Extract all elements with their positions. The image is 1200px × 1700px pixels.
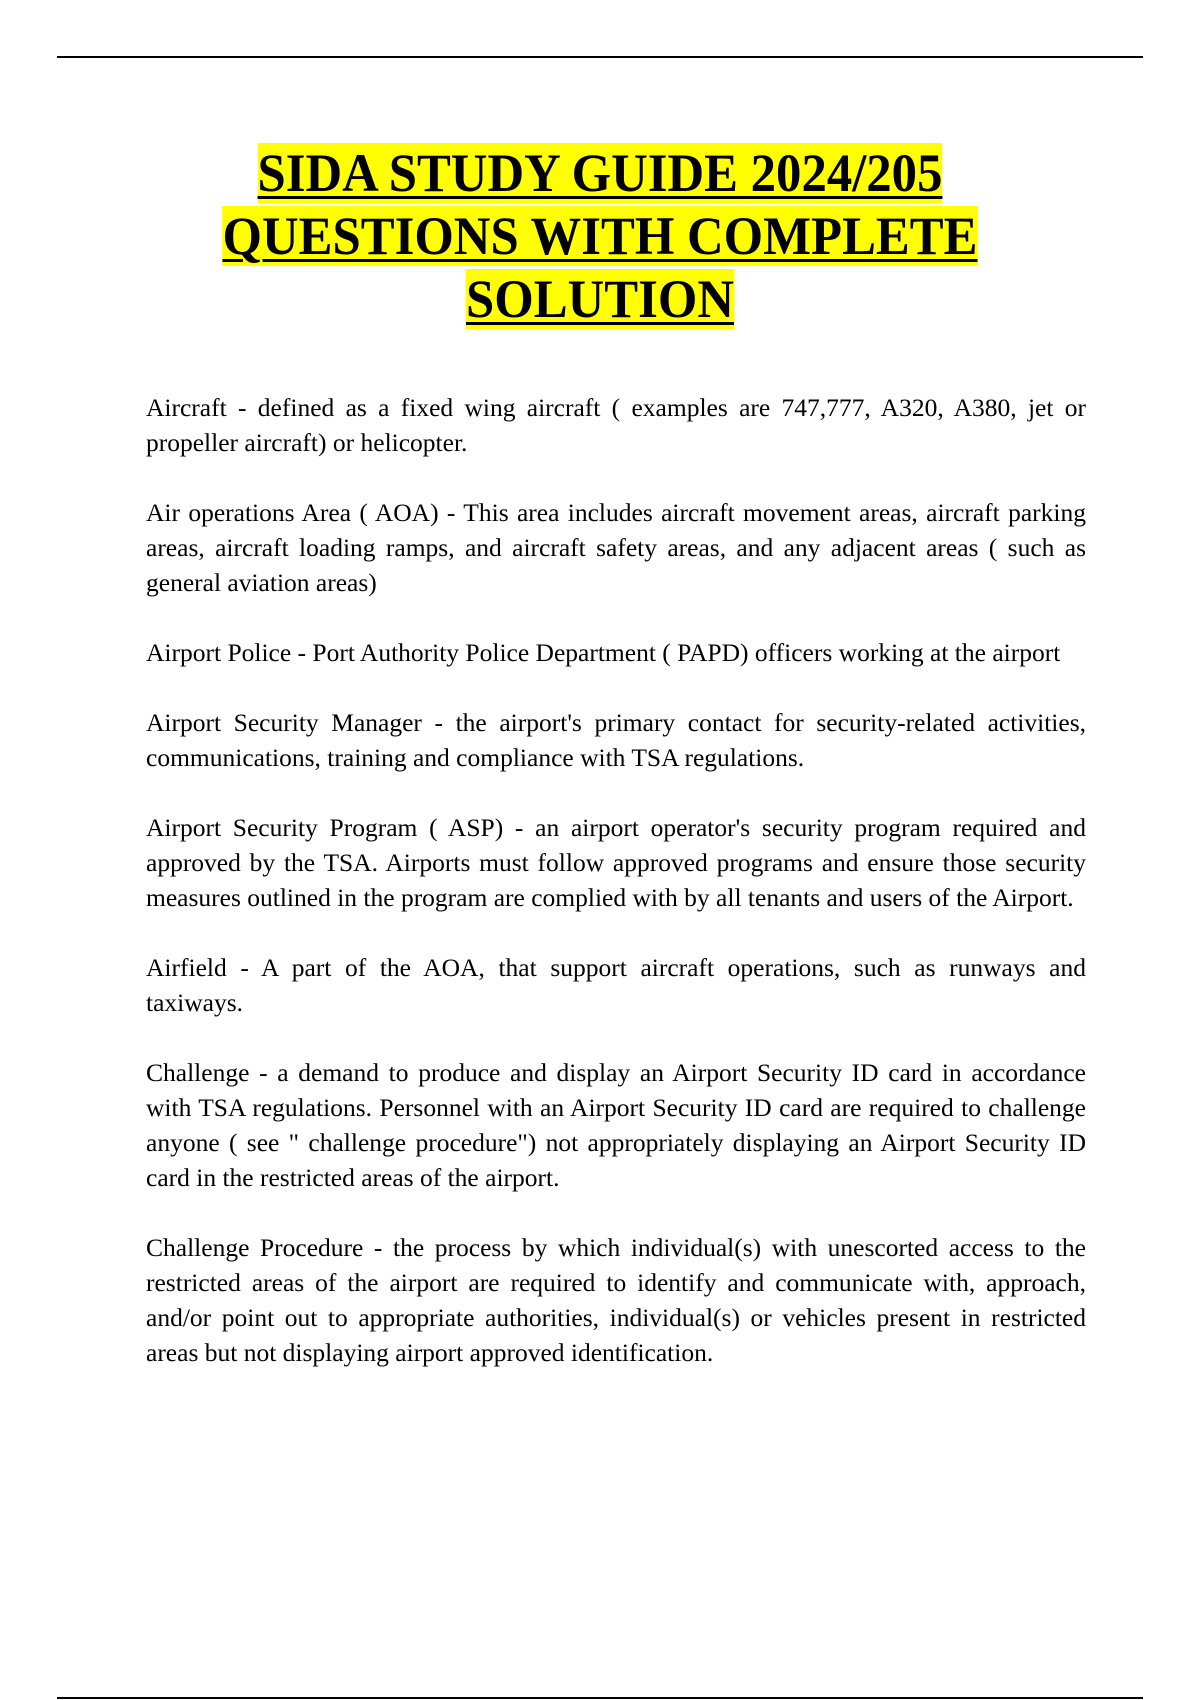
entry-challenge: Challenge - a demand to produce and display an Airport Security ID card in accordance with TSA regulations. Personnel with an Airport Security ID card are required to challenge anyone ( see " challenge procedure") not appropriately displaying an Airport Security ID card in the restricted areas of the airport. bbox=[146, 1058, 1086, 1192]
top-rule bbox=[57, 56, 1143, 58]
title-line-1: SIDA STUDY GUIDE 2024/205 bbox=[257, 143, 943, 203]
title-line-3: SOLUTION bbox=[466, 269, 734, 329]
entry-air-operations-area: Air operations Area ( AOA) - This area includes aircraft movement areas, aircraft parking areas, aircraft loading ramps, and aircraft safety areas, and any adjacent areas ( such as general aviation areas) bbox=[146, 498, 1086, 597]
entry-airport-security-manager: Airport Security Manager - the airport's primary contact for security-related activities, communications, training and compliance with TSA regulations. bbox=[146, 708, 1086, 772]
entry-challenge-procedure: Challenge Procedure - the process by which individual(s) with unescorted access to the restricted areas of the airport are required to identify and communicate with, approach, and/or point out to appropriate authorities, individual(s) or vehicles present in restricted areas but not displaying airport approved identification. bbox=[146, 1233, 1086, 1367]
entry-airfield: Airfield - A part of the AOA, that support aircraft operations, such as runways and taxiways. bbox=[146, 953, 1086, 1017]
bottom-rule bbox=[57, 1697, 1143, 1699]
document-body bbox=[146, 390, 1086, 1405]
entry-airport-police: Airport Police - Port Authority Police Department ( PAPD) officers working at the airport bbox=[146, 638, 1061, 667]
document-title bbox=[36, 142, 1164, 331]
entry-aircraft: Aircraft - defined as a fixed wing aircraft ( examples are 747,777, A320, A380, jet or propeller aircraft) or helicopter. bbox=[146, 393, 1086, 457]
entry-airport-security-program: Airport Security Program ( ASP) - an airport operator's security program required and approved by the TSA. Airports must follow approved programs and ensure those security measures outlined in the program are complied with by all tenants and users of the Airport. bbox=[146, 813, 1086, 912]
title-line-2: QUESTIONS WITH COMPLETE bbox=[222, 206, 978, 266]
